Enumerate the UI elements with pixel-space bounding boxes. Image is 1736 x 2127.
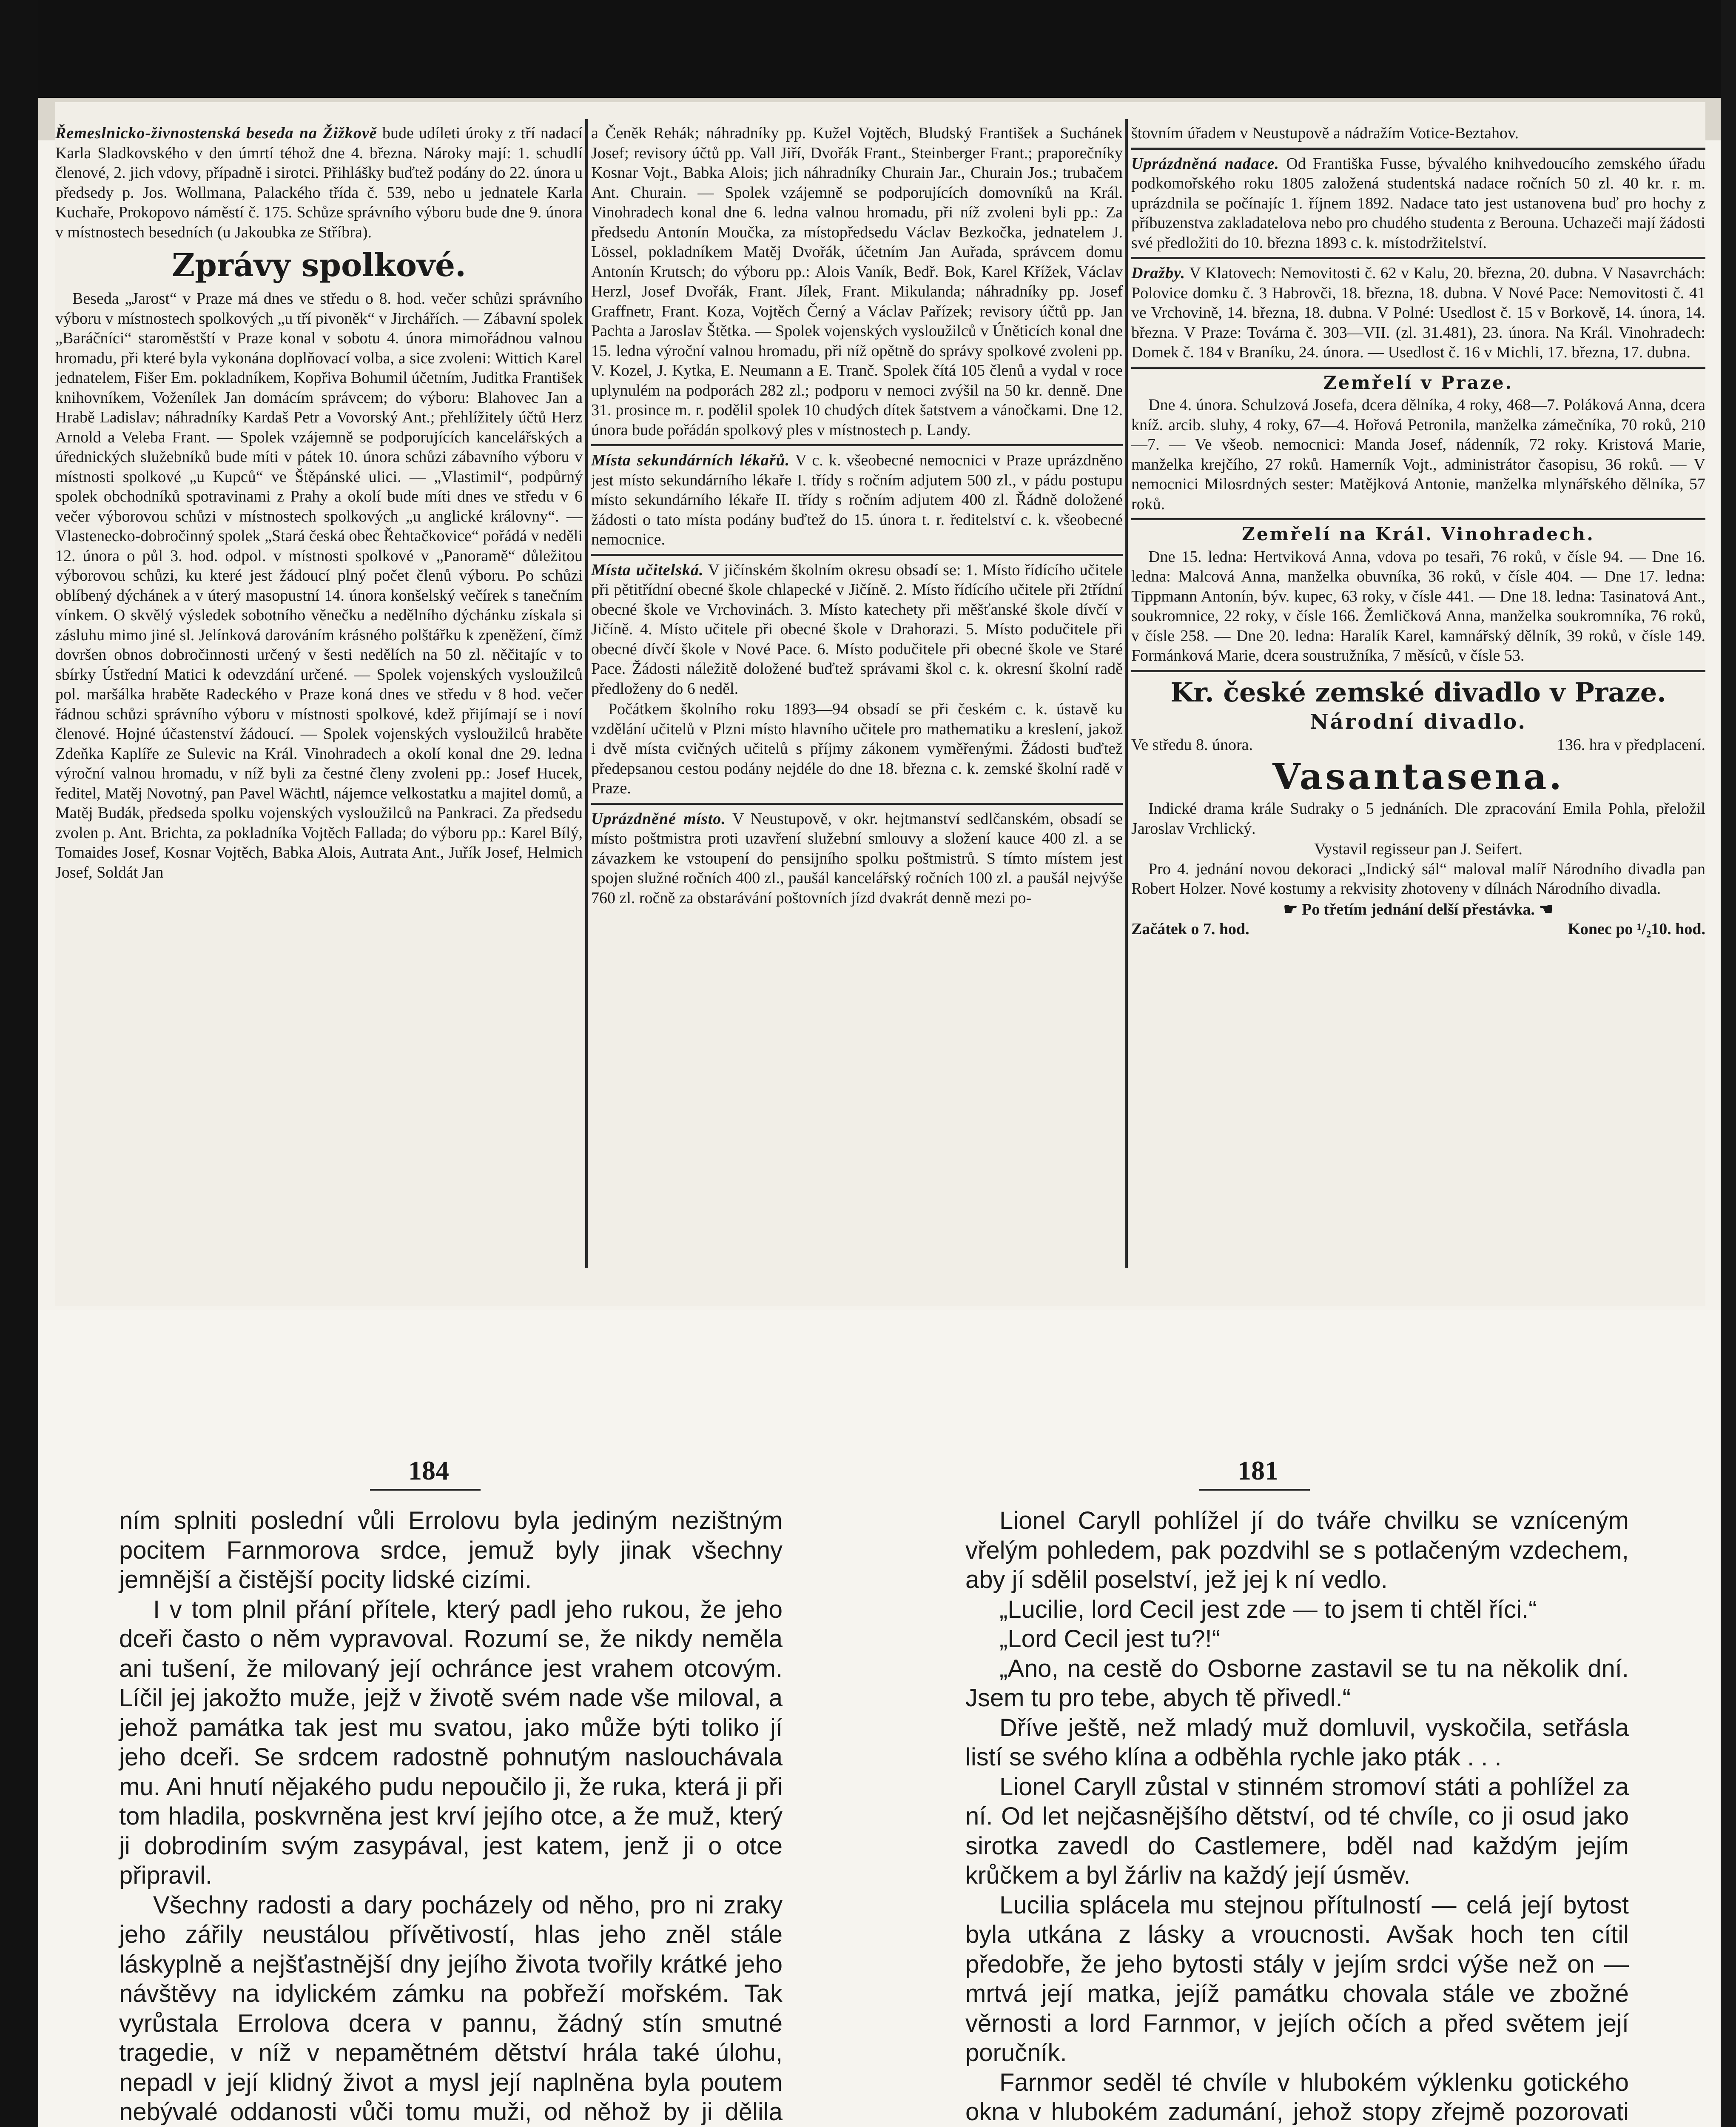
theater-subtitle: Národní divadlo.: [1309, 710, 1527, 734]
column-right: [1131, 123, 1705, 1255]
notice-text: Od Františka Fusse, bývalého knihvedoucího zemského úřadu podkomořského roku 1805 založená studentská nadace ročních 50 zl. 40 kr. r. m. uprázdnila se počínajíc 1. říjnem 1892. Nadace tato jest ustanovena buď pro hochy z příbuzenstva zakladatelova nebo pro chudého studenta z Berouna. Uchazeči mají žádosti své předložiti do 10. března 1893 c. k. místodržitelství.: [1131, 154, 1705, 252]
novel-paragraph: I v tom plnil přání přítele, který padl jeho rukou, že jeho dceři často o něm vypravoval. Rozumí se, že nikdy neměla ani tušení, že milovaný její ochránce jest vrahem otcovým. Líčil jej jakožto muže, jejž v životě svém nade vše miloval, a jehož památka tak jest mu svatou, jako může býti toliko jí jeho dceři. Se srdcem radostně pohnutým naslouchávala mu. Ani hnutí nějakého pudu nepoučilo ji, že ruka, která ji při tom hladila, poskvrněna jest krví jejího otce, a že muž, který ji dobrodiním svým zasypával, jest katem, jenž ji o otce připravil.: [119, 1595, 783, 1889]
society-news-text: Beseda „Jarost“ v Praze má dnes ve středu o 8. hod. večer schůzi správního výboru v místnostech spolkových „u tří pivoněk“ v Jirchářích. — Zábavní spolek „Baráčníci“ staroměstští v Praze konal v sobotu 4. února mimořádnou valnou hromadu, při které byla vykonána doplňovací volba, a sice zvoleni: Wittich Karel jednatelem, Fišer Em. pokladníkem, Kopřiva Bohumil účetním, Juditka František knihovníkem, Voženílek Jan domácím správcem; do výboru: Blahovec Jan a Hrabě Ladislav; náhradníky Kardaš Petr a Vovorský Ant.; přehlížitely účtů Herz Arnold a Veleba Frant. — Spolek vzájemně se podporujících kancelářských a úřednických služebníků bude míti v pátek 10. února schůzi zábavního výboru v místnosti spolkové „u Kupců“ ve Štěpánské ulici. — „Vlastimil“, podpůrný spolek obchodníků spotravinami z Prahy a okolí bude míti dnes ve středu v 6 večer výborovou schůzi v místnostech spolkových „u anglické královny“. — Vlastenecko-dobročinný spolek „Stará česká obec Řehtačkovice“ pořádá v neděli 12. února o půl 3. hod. odpol. v místnosti spolkové v „Panoramě“ důležitou výborovou schůzi, ku které jest žádoucí plný počet členů výboru. Po schůzi oblíbený dýchánek a v úterý masopustní 14. února konšelský večírek s tanečním vínkem. O skvělý výsledek sobotního věnečku a nedělního dýchánku získala si zásluhu mimo jiné sl. Jelínková darováním krásného polštářku k zpeněžení, čímž dovršen obnos dobročinnosti určený v šesti nedělích na 50 zl. něčitajíc v to sbírky Ústřední Matici k odevzdání určené. — Spolek vojenských vysloužilců pol. maršálka hraběte Radeckého v Praze koná dnes ve středu v 8 hod. večer řádnou schůzi správního výboru v místnosti spolkové, kdež přijímají se i noví členové. Hojné účastenství žádoucí. — Spolek vojenských vysloužilců hraběte Zdeňka Kaplíře ze Sulevic na Král. Vinohradech a okolí konal dne 29. ledna výroční valnou hromadu, v níž byli za čestné členy zvoleni pp.: Josef Hucek, ředitel, Matěj Novotný, pan Pavel Wächtl, nájemce velkostatku a majitel domů, a Matěj Budák, předseda spolku vojenských vysloužilců na Pankraci. Za předsedu zvolen p. Ant. Brichta, za pokladníka Vojtěch Fallada; do výboru pp.: Karel Bílý, Tomaides Josef, Kosnar Vojtěch, Babka Alois, Autrata Ant., Juřík Josef, Helmich Josef, Soldát Jan: [55, 290, 583, 881]
novel-paragraph: Lionel Caryll zůstal v stinném stromoví státi a pohlížel za ní. Od let nejčasnějšího dětství, od té chvíle, co ji osud jako sirotka zavedl do Castlemere, bděl nad každým jejím krůčkem a byl žárliv na každý její úsměv.: [965, 1773, 1629, 1889]
notice-heading: Uprázdněná nadace.: [1131, 154, 1279, 173]
notice-vacancy: [591, 809, 1123, 908]
notice-text: V Klatovech: Nemovitosti č. 62 v Kalu, 20. března, 20. dubna. V Nasavrchách: Polovice domku č. 3 Habrovči, 18. března, 18. dubna. V Nové Pace: Nemovitosti č. 41 ve Vrchovině, 14. března, 18. dubna. V Polné: Usedlost č. 15 v Borkově, 14. února, 14. března. V Praze: Továrna č. 303—VII. (zl. 31.481), 23. února. Na Král. Vinohradech: Domek č. 184 v Braníku, 24. února. — Usedlost č. 16 v Michli, 17. března, 17. dubna.: [1131, 264, 1705, 361]
notice-text: bude udíleti úroky z tří nadací Karla Sladkovského v den úmrtí téhož dne 4. března. Nároky mají: 1. schudlí členové, 2. jich vdovy, případně i sirotci. Přihlášky buďtež podány do 22. února u předsedy p. Jos. Wollmana, Palackého třída č. 539, nebo u jednatele Karla Kuchaře, Prokopovo náměstí č. 175. Schůze správního výboru bude dne 9. února v místnostech besedních (u Jakoubka ze Stříbra).: [55, 124, 583, 241]
divider: [1131, 670, 1705, 672]
novel-paragraph: Lionel Caryll pohlížel jí do tváře chvilku se vzníceným vřelým pohledem, pak pozdvihl se s potlačeným vzdechem, aby jí sdělil poselství, jež jej k ní vedlo.: [965, 1507, 1629, 1594]
divider: [1131, 367, 1705, 369]
novel-page-right: [965, 1506, 1629, 2127]
column-left: [55, 123, 583, 1255]
vacancy-continued: štovním úřadem v Neustupově a nádražím Votice-Beztahov.: [1131, 124, 1519, 142]
notice-auctions: [1131, 263, 1705, 362]
novel-paragraph: Lucilia splácela mu stejnou přítulností — celá její bytost byla utkána z lásky a vroucnosti. Avšak hoch ten cítil předobře, že jeho bytosti stály v jejím srdci výše než on — mrtvá její matka, jejíž památku chovala stále ve zbožné věrnosti a lord Farnmor, v jejích očích a před světem její poručník.: [965, 1891, 1629, 2067]
novel-paragraph: Všechny radosti a dary pocházely od něho, pro ni zraky jeho zářily neustálou přívětivostí, hlas jeho zněl stále láskyplně a nejšťastnější dny jejího života tvořily krátké jeho návštěvy na idylickém zámku na pobřeží mořském. Tak vyrůstala Errolova dcera v pannu, žádný stín smutné tragedie, v níž v nepamětném dětství hrála také úlohu, nepadl v její klidný život a mysl její naplněna byla poutem nebývalé oddanosti vůči tomu muži, od něhož by ji dělila: [119, 1891, 783, 2126]
divider: [1131, 257, 1705, 259]
divider: [1131, 518, 1705, 520]
divider: [1131, 148, 1705, 150]
divider: [591, 803, 1123, 805]
novel-pages: [38, 1310, 1721, 2127]
notice-teachers: [591, 560, 1123, 699]
column-middle: [591, 123, 1123, 1255]
notice-teachers-plzen: Počátkem školního roku 1893—94 obsadí se při českém c. k. ústavě ku vzdělání učitelů v Plzni místo hlavního učitele pro mathematiku a kreslení, jakož i dvě místa cvičných učitelů s příjmy zákonem vyměřenými. Žádosti buďtež předepsanou cestou podány nejdéle do dne 18. března c. k. zemské školní radě v Praze.: [591, 700, 1123, 797]
notice-text: V c. k. všeobecné nemocnici v Praze uprázdněno jest místo sekundárního lékaře I. třídy s ročním adjutem 500 zl., v pádu postupu místo sekundárního lékaře II. třídy s ročním adjutem 400 zl. Řádně doložené žádosti o tato místa podány buďtež do 15. února t. r. ředitelství c. k. všeobecné nemocnice.: [591, 451, 1123, 548]
novel-paragraph: Dříve ještě, než mladý muž domluvil, vyskočila, setřásla listí se svého klína a odběhla rychle jako pták . . .: [965, 1714, 1629, 1771]
novel-paragraph: „Lucilie, lord Cecil jest zde — to jsem ti chtěl říci.“: [999, 1595, 1537, 1623]
play-staging: Vystavil regisseur pan J. Seifert.: [1314, 840, 1523, 858]
intermission-note: ☛ Po třetím jednání delší přestávka. ☚: [1283, 900, 1554, 918]
novel-paragraph: „Ano, na cestě do Osborne zastavil se tu na několik dní. Jsem tu pro tebe, abych tě přivedl.“: [965, 1654, 1629, 1712]
notice-heading: Dražby.: [1131, 264, 1185, 282]
column-divider: [1125, 119, 1128, 1268]
notice-text: V jičínském školním okresu obsadí se: 1. Místo řídícího učitele při pětitřídní obecné škole chlapecké v Jičíně. 2. Místo řídícího učitele při 2třídní obecné škole ve Vrchovinách. 3. Místo katechety při měšťanské škole dívčí v Jičíně. 4. Místo učitele při obecné škole v Drahorazi. 5. Místo podučitele při obecné dívčí škole v Nové Pace. 6. Místo podučitele při obecné škole ve Staré Pace. Žádosti náležitě doložené buďtež správami škol c. k. okresní školní radě předloženy do 6 neděl.: [591, 561, 1123, 698]
newspaper-clipping: [55, 102, 1705, 1306]
notice-heading: Řemeslnicko-živnostenská beseda na Žižkově: [55, 124, 377, 142]
notice-beseda: [55, 123, 583, 242]
page-number-underline: [1199, 1489, 1310, 1491]
novel-paragraph: „Lord Cecil jest tu?!“: [999, 1625, 1220, 1653]
society-news-continued: a Čeněk Rehák; náhradníky pp. Kužel Vojtěch, Bludský František a Suchánek Josef; revisory účtů pp. Vall Jiří, Dvořák Frant., Steinberger Frant.; praporečníky Kosnar Vojt., Babka Alois; jich náhradníky Churain Jar., Churain Jos.; trubačem Ant. Churain. — Spolek vzájemně se podporujících domovníků na Král. Vinohradech konal dne 6. ledna valnou hromadu, při níž zvoleni byli pp.: Za předsedu Antonín Moučka, za místopředsedu Václav Bezkočka, jednatelem J. Lössel, pokladníkem Matěj Dvořák, účetním Jan Auřada, správcem domu Antonín Krutsch; do výboru pp.: Alois Vaník, Bedř. Bok, Karel Křížek, Václav Herzl, Josef Dvořák, Frant. Jílek, Frant. Mikulanda; náhradníky pp. Josef Graffnetr, Frant. Koza, Vojtěch Černý a Václav Pařízek; revisory účtů pp. Jan Pachta a Jaroslav Štětka. — Spolek vojenských vysloužilců v Úněticích konal dne 15. ledna výroční valnou hromadu, při níž opětně do správy spolkové zvoleni pp. V. Kozel, J. Kytka, E. Neumann a E. Tranč. Spolek čítá 105 členů a vydal v roce uplynulém na podporách 282 zl.; podporu v nemoci zvýšil na 50 kr. denně. Dne 31. prosince m. r. podělil spolek 10 chudých dítek šatstvem a vánočkami. Dne 12. února bude pořádán spolkový ples v místnostech p. Landy.: [591, 124, 1123, 439]
scan-left-border: [0, 0, 38, 2127]
deaths-vinohrady-text: Dne 15. ledna: Hertviková Anna, vdova po tesaři, 76 roků, v čísle 94. — Dne 16. ledna: Malcová Anna, manželka obuvníka, 36 roků, v čísle 404. — Dne 17. ledna: Tippmann Antonín, býv. kupec, 63 roky, v čísle 441. — Dne 18. ledna: Tasinatová Ant., soukromnice, 22 roky, v čísle 166. Žemličková Anna, manželka soukromníka, 76 roků, v čísle 258. — Dne 20. ledna: Haralík Karel, kamnářský dělník, 39 roků, v čísle 149. Formánková Marie, dcera soustružníka, 7 měsíců, v čísle 53.: [1131, 547, 1705, 664]
end-time: Konec po ¹/₂10. hod.: [1568, 920, 1705, 938]
notice-heading: Místa sekundárních lékařů.: [591, 451, 790, 469]
page-number-right: 181: [1238, 1455, 1278, 1485]
notice-foundation: [1131, 154, 1705, 253]
start-end-row: [1131, 919, 1705, 939]
play-title: Vasantasena.: [1272, 756, 1564, 798]
deaths-vinohrady-heading: Zemřelí na Král. Vinohradech.: [1242, 524, 1595, 545]
novel-page-left: [119, 1506, 783, 2127]
pointing-hand-icon: ☛: [1283, 900, 1302, 918]
page-number-underline: [370, 1489, 481, 1491]
page-number-left: 184: [408, 1455, 449, 1485]
performance-date: Ve středu 8. února.: [1131, 736, 1253, 754]
deaths-prague-text: Dne 4. února. Schulzová Josefa, dcera dělníka, 4 roky, 468—7. Poláková Anna, dcera kníž. arcib. sluhy, 4 roky, 67—4. Hořová Petronila, manželka zámečníka, 70 roků, 210—7. — Ve všeob. nemocnici: Manda Josef, nádenník, 72 roky. Kristová Marie, manželka krejčího, 27 roků. Hamerník Vojt., administrátor časopisu, 36 roků. — V nemocnici Milosrdných sester: Matějková Antonie, manželka mlynářského dělníka, 57 roků.: [1131, 396, 1705, 513]
play-decorations: Pro 4. jednání novou dekoraci „Indický sál“ maloval malíř Národního divadla pan Robert Holzer. Nové kostumy a rekvisity zhotoveny v dílnách Národního divadla.: [1131, 860, 1705, 898]
pointing-hand-icon: ☚: [1534, 900, 1554, 918]
deaths-prague-heading: Zemřelí v Praze.: [1323, 372, 1514, 393]
notice-doctors: [591, 450, 1123, 550]
notice-heading: Místa učitelská.: [591, 561, 704, 579]
start-time: Začátek o 7. hod.: [1131, 920, 1249, 938]
theater-title: Kr. české zemské divadlo v Praze.: [1170, 676, 1666, 708]
divider: [591, 554, 1123, 556]
novel-paragraph: Farnmor seděl té chvíle v hlubokém výklenku gotického okna v hlubokém zadumání, jehož stopy zřejmě pozorovati: [965, 2068, 1629, 2126]
divider: [591, 444, 1123, 446]
column-divider: [585, 119, 588, 1268]
notice-heading: Uprázdněné místo.: [591, 810, 726, 828]
novel-paragraph: ním splniti poslední vůli Errolovu byla jediným nezištným pocitem Farnmorova srdce, jemuž byly jinak všechny jemnější a čistější pocity lidské cizími.: [119, 1507, 783, 1594]
notice-text: V Neustupově, v okr. hejtmanství sedlčanském, obsadí se místo poštmistra proti uzavření služební smlouvy a složení kauce 400 zl. a se závazkem ke vstoupení do pensijního spolku poštmistrů. S tímto místem jest spojen služné ročních 400 zl., paušál kancelářský ročních 100 zl. a paušál nejvýše 760 zl. ročně za obstarávání poštovních jízd dvakrát denně mezi po-: [591, 810, 1123, 907]
section-heading-spolkove: Zprávy spolkové.: [172, 247, 466, 284]
play-description: Indické drama krále Sudraky o 5 jednáních. Dle zpracování Emila Pohla, přeložil Jaroslav Vrchlický.: [1131, 800, 1705, 838]
scan-right-border: [1721, 0, 1736, 2127]
performance-date-row: [1131, 735, 1705, 755]
subscription-number: 136. hra v předplacení.: [1557, 736, 1705, 754]
